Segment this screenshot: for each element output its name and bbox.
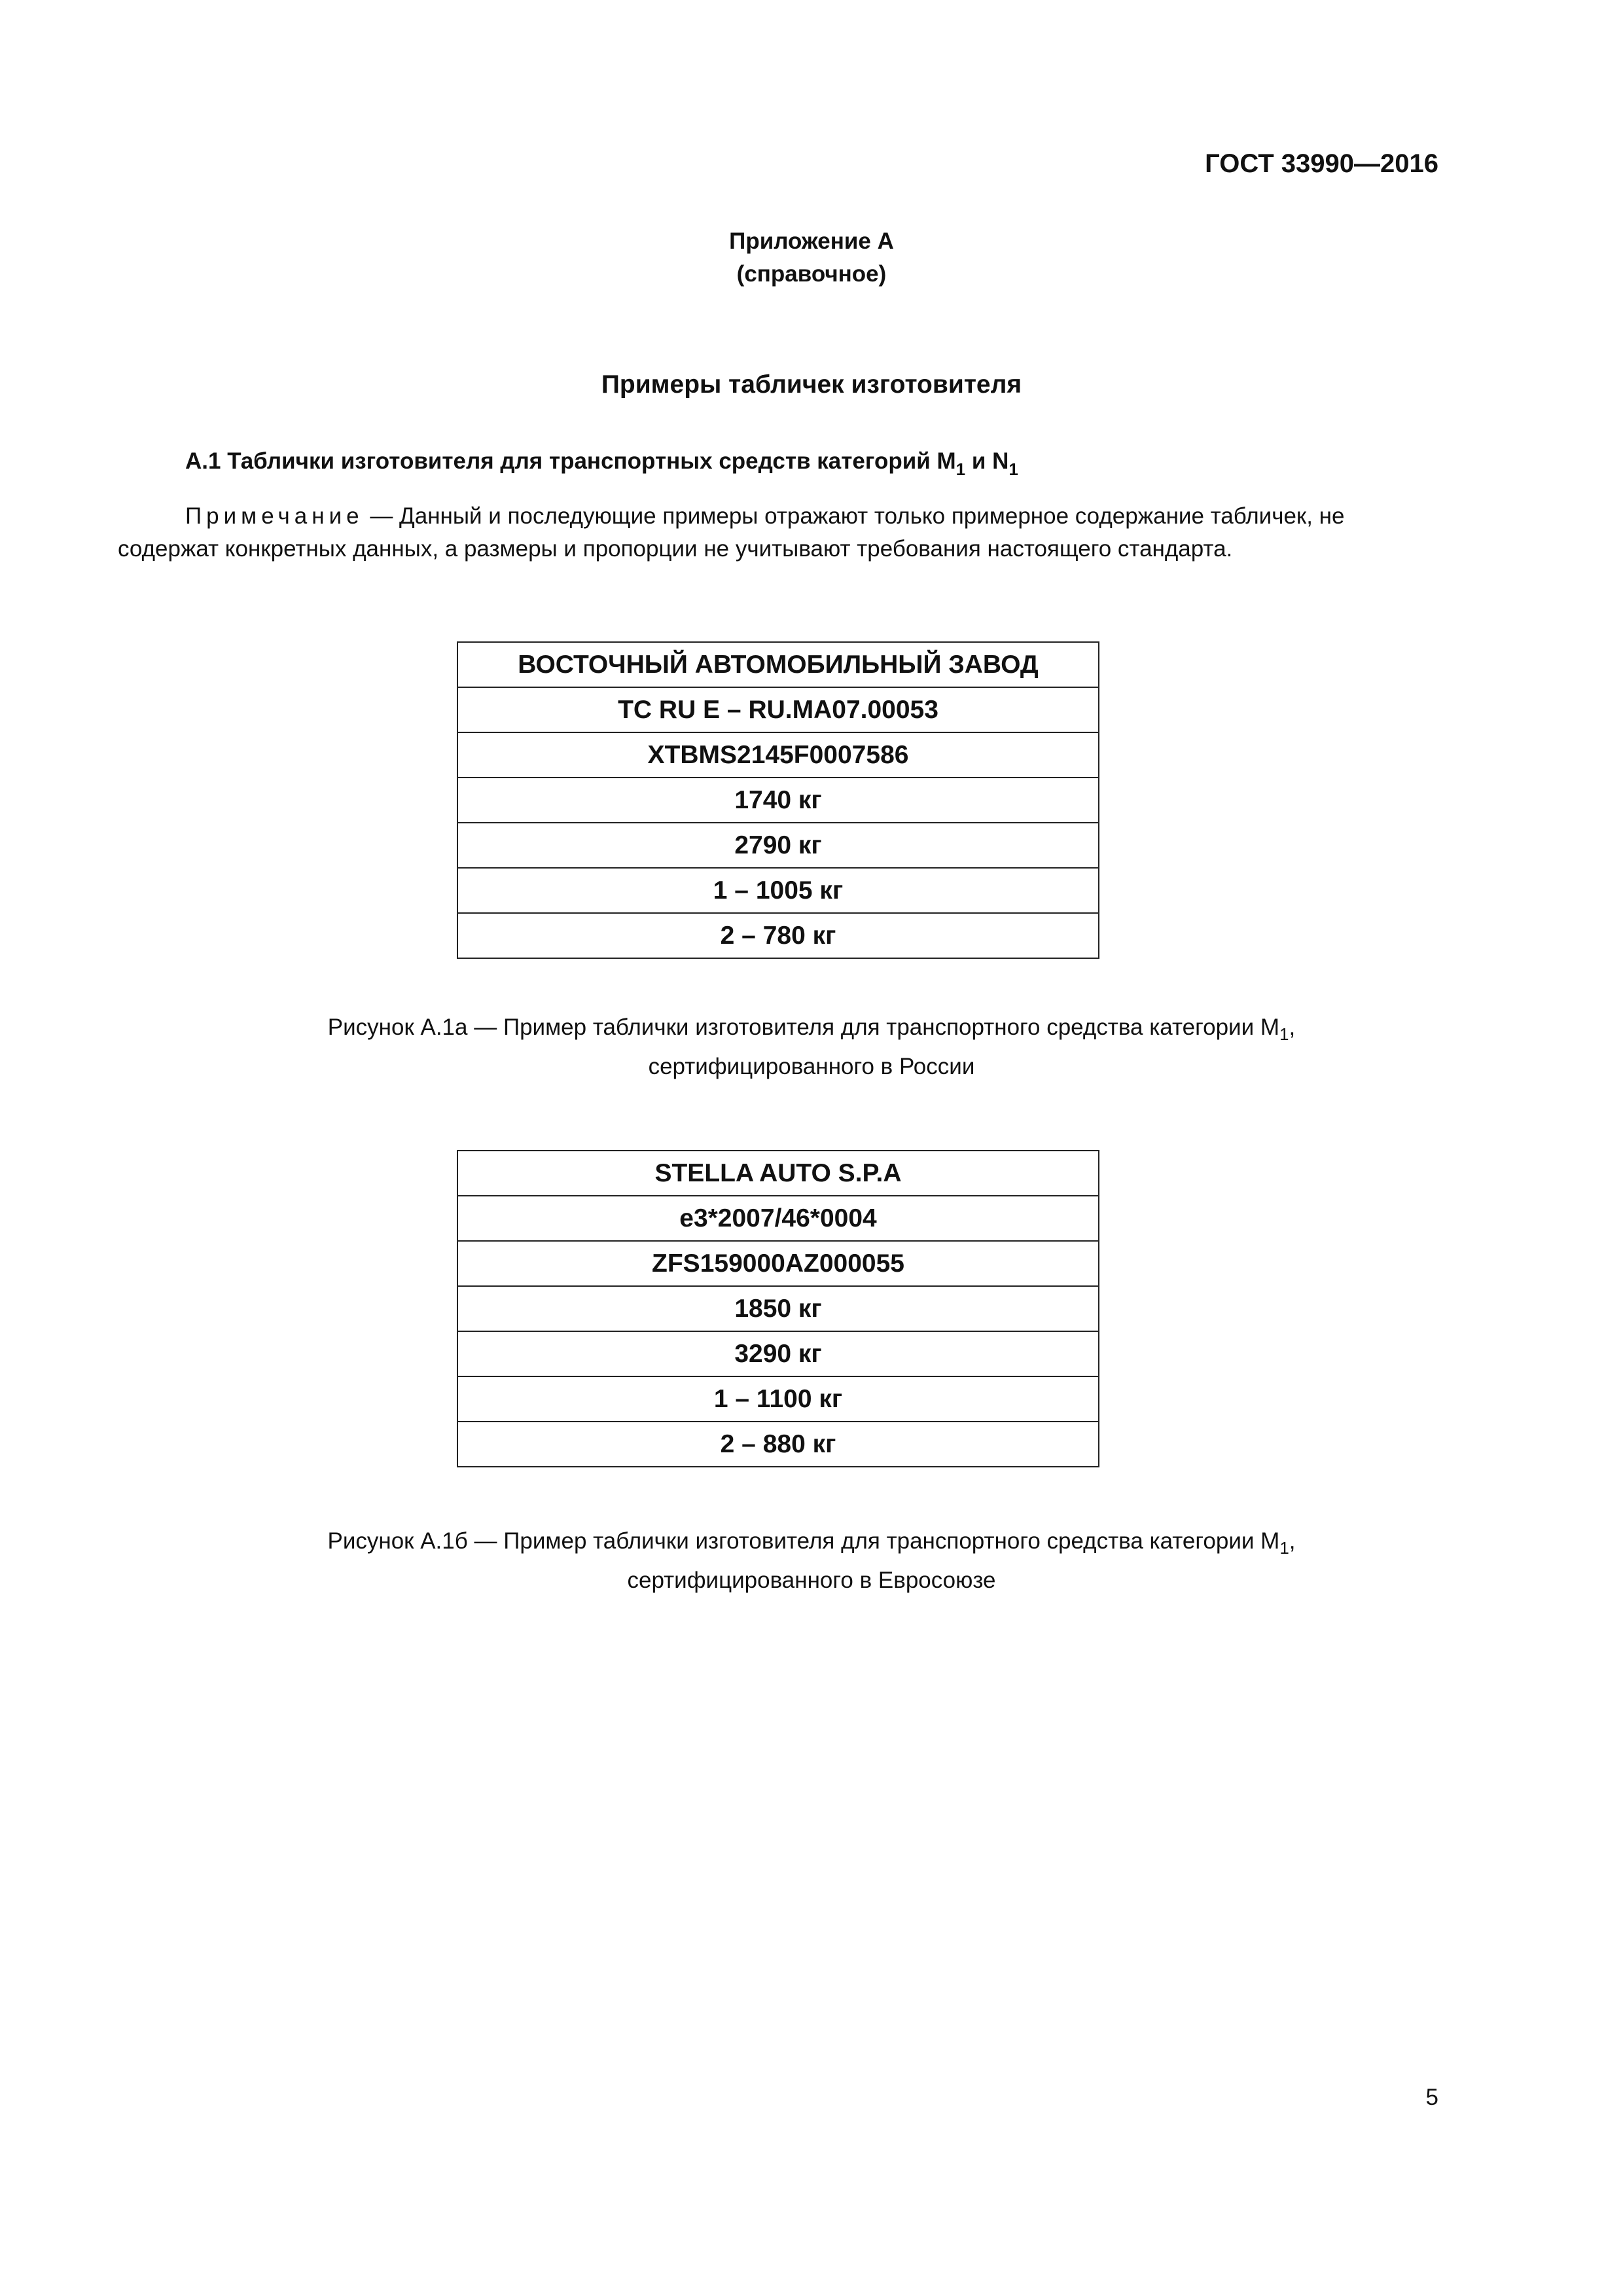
plate-cell-mass-2: 3290 кг — [457, 1331, 1099, 1376]
subsection-subscript-n: 1 — [1008, 459, 1018, 479]
table-row — [457, 1376, 1099, 1422]
plate-cell-manufacturer: STELLA AUTO S.P.A — [457, 1151, 1099, 1196]
figure-caption-a — [0, 1011, 1623, 1083]
plate-cell-mass-1: 1740 кг — [457, 778, 1099, 823]
caption-b-subscript: 1 — [1279, 1538, 1289, 1558]
plate-cell-mass-1: 1850 кг — [457, 1286, 1099, 1331]
caption-a-line1 — [0, 1011, 1623, 1050]
plate-cell-vin: XTBMS2145F0007586 — [457, 732, 1099, 778]
caption-b-end: , — [1289, 1528, 1296, 1554]
caption-b-line1 — [0, 1525, 1623, 1564]
note-label: Примечание — [185, 503, 364, 529]
page-number: 5 — [1425, 2085, 1438, 2110]
appendix-title: Приложение А — [729, 228, 894, 254]
table-row — [457, 1422, 1099, 1467]
caption-b-text: Рисунок А.1б — Пример таблички изготовителя для транспортного средства категории M — [327, 1528, 1280, 1554]
plate-cell-axle-2: 2 – 780 кг — [457, 913, 1099, 958]
plate-cell-axle-1: 1 – 1005 кг — [457, 868, 1099, 913]
table-row — [457, 1331, 1099, 1376]
plate-cell-manufacturer: ВОСТОЧНЫЙ АВТОМОБИЛЬНЫЙ ЗАВОД — [457, 642, 1099, 687]
subsection-conj: и N — [965, 448, 1009, 474]
caption-b-line2: сертифицированного в Евросоюзе — [627, 1568, 996, 1593]
subsection-subscript-m: 1 — [955, 459, 966, 479]
caption-a-line2: сертифицированного в России — [648, 1054, 975, 1079]
plate-cell-mass-2: 2790 кг — [457, 823, 1099, 868]
caption-a-end: , — [1289, 1014, 1296, 1040]
figure-caption-b — [0, 1525, 1623, 1597]
plate-cell-axle-2: 2 – 880 кг — [457, 1422, 1099, 1467]
table-row — [457, 913, 1099, 958]
appendix-status: (справочное) — [736, 261, 887, 287]
document-code: ГОСТ 33990—2016 — [1205, 149, 1438, 178]
section-title: Примеры табличек изготовителя — [601, 370, 1022, 399]
table-row — [457, 1151, 1099, 1196]
table-row — [457, 642, 1099, 687]
table-row — [457, 1286, 1099, 1331]
note-text-first: — Данный и последующие примеры отражают только примерное содержание табличек, не — [363, 503, 1345, 529]
table-row — [457, 778, 1099, 823]
plate-cell-axle-1: 1 – 1100 кг — [457, 1376, 1099, 1422]
subsection-text: А.1 Таблички изготовителя для транспортных средств категорий M — [185, 448, 956, 474]
note-text-second: содержат конкретных данных, а размеры и пропорции не учитывают требования настоящего стандарта. — [118, 536, 1233, 562]
appendix-heading — [0, 225, 1623, 291]
plate-cell-approval: e3*2007/46*0004 — [457, 1196, 1099, 1241]
manufacturer-plate-russia — [457, 641, 1099, 959]
subsection-title — [185, 448, 1018, 480]
plate-cell-approval: ТС RU E – RU.MA07.00053 — [457, 687, 1099, 732]
note-paragraph — [118, 500, 1440, 565]
manufacturer-plate-eu — [457, 1150, 1099, 1467]
table-row — [457, 823, 1099, 868]
plate-cell-vin: ZFS159000AZ000055 — [457, 1241, 1099, 1286]
caption-a-subscript: 1 — [1279, 1024, 1289, 1044]
table-row — [457, 687, 1099, 732]
table-row — [457, 868, 1099, 913]
table-row — [457, 1241, 1099, 1286]
table-row — [457, 1196, 1099, 1241]
table-row — [457, 732, 1099, 778]
note-first-line — [118, 500, 1440, 533]
caption-a-text: Рисунок А.1а — Пример таблички изготовителя для транспортного средства категории M — [327, 1014, 1280, 1040]
